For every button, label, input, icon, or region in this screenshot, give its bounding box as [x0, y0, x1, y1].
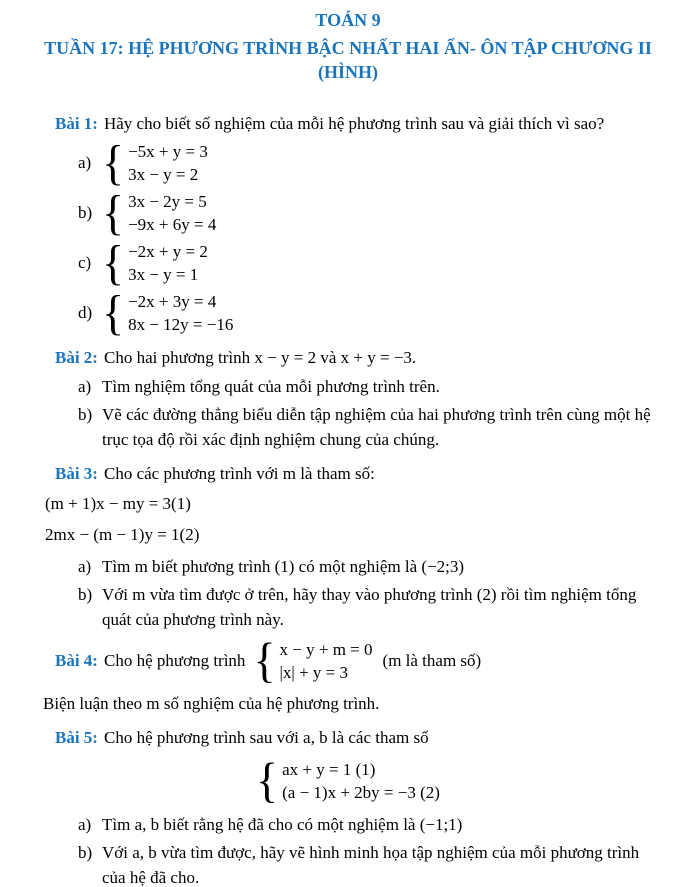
doc-subtitle-line2: (HÌNH): [318, 62, 378, 82]
system-brace-icon: {: [102, 285, 125, 340]
problem-4-note: Biện luận theo m số nghiệm của hệ phương trình.: [43, 694, 380, 713]
doc-subtitle: [0, 36, 696, 84]
problem-3-equation-2: 2mx − (m − 1)y = 1(2): [45, 525, 200, 544]
equation-line: −5x + y = 3: [128, 142, 208, 161]
problem-3-label: Bài 3:: [55, 464, 98, 483]
problem-5-system: [0, 753, 696, 808]
document-header: [0, 8, 696, 84]
item-a-text: Tìm a, b biết rằng hệ đã cho có một nghiệm là (−1;1): [102, 815, 463, 834]
system-brace-icon: {: [102, 185, 125, 240]
problem-2-item-a: [78, 374, 696, 399]
equation-line: (a − 1)x + 2by = −3 (2): [282, 783, 440, 802]
doc-subtitle-line1: TUẦN 17: HỆ PHƯƠNG TRÌNH BẬC NHẤT HAI ẨN- ÔN TẬP CHƯƠNG II: [44, 38, 652, 58]
system-equations: [128, 190, 216, 236]
item-b-text: Với m vừa tìm được ở trên, hãy thay vào phương trình (2) rồi tìm nghiệm tổng quát của phương trình này.: [102, 585, 637, 629]
problem-5-item-a: [78, 812, 696, 837]
equation-line: 8x − 12y = −16: [128, 315, 234, 334]
problem-3-heading: [55, 462, 696, 486]
equation-line: −9x + 6y = 4: [128, 215, 217, 234]
problem-4-intro: Cho hệ phương trình: [103, 651, 246, 670]
doc-title: TOÁN 9: [315, 10, 381, 30]
system-equations: [128, 290, 233, 336]
problem-1-heading: [55, 112, 696, 136]
item-b-label: b): [78, 585, 93, 604]
equation-line: x − y + m = 0: [279, 640, 373, 659]
problem-1-system-a: [78, 135, 696, 190]
system-c-label: c): [78, 253, 92, 272]
equation-system: [102, 235, 208, 290]
equation-line: 3x − y = 2: [128, 165, 199, 184]
problem-5-heading: [55, 726, 696, 750]
problem-4-label: Bài 4:: [55, 651, 98, 670]
equation-line: −2x + y = 2: [128, 242, 208, 261]
problem-3-item-a: [78, 554, 696, 579]
system-brace-icon: {: [253, 633, 276, 688]
item-a-text: Tìm nghiệm tổng quát của mỗi phương trình trên.: [102, 377, 440, 396]
problem-1-system-b: [78, 185, 696, 240]
problem-3-equation-1: (m + 1)x − my = 3(1): [45, 494, 191, 513]
system-brace-icon: {: [256, 753, 279, 808]
problem-1-text: Hãy cho biết số nghiệm của mỗi hệ phương trình sau và giải thích vì sao?: [103, 114, 605, 133]
equation-system: [102, 135, 208, 190]
problem-2-text: Cho hai phương trình x − y = 2 và x + y = −3.: [103, 348, 417, 367]
item-b-label: b): [78, 405, 93, 424]
problem-4-heading: [55, 633, 696, 688]
problem-1-label: Bài 1:: [55, 114, 98, 133]
problem-5-label: Bài 5:: [55, 728, 98, 747]
problem-1-system-d: [78, 285, 696, 340]
system-brace-icon: {: [102, 235, 125, 290]
item-a-label: a): [78, 815, 92, 834]
equation-line: 3x − y = 1: [128, 265, 199, 284]
equation-system: [253, 633, 373, 688]
system-b-label: b): [78, 203, 93, 222]
equation-line: |x| + y = 3: [279, 663, 349, 682]
problem-3-text: Cho các phương trình với m là tham số:: [103, 464, 375, 483]
problem-5-text: Cho hệ phương trình sau với a, b là các tham số: [103, 728, 429, 747]
equation-system: [102, 185, 217, 240]
system-equations: [128, 240, 208, 286]
equation-line: −2x + 3y = 4: [128, 292, 217, 311]
item-b-text: Với a, b vừa tìm được, hãy vẽ hình minh họa tập nghiệm của mỗi phương trình của hệ đã cho.: [102, 843, 640, 887]
problem-2-heading: [55, 346, 696, 370]
system-brace-icon: {: [102, 135, 125, 190]
document-content: [0, 112, 696, 887]
problem-3-item-b: [78, 582, 696, 632]
item-b-text: Vẽ các đường thẳng biểu diễn tập nghiệm của hai phương trình trên cùng một hệ trục tọa độ rồi xác định nghiệm chung của chúng.: [102, 405, 651, 449]
problem-5-item-b: [78, 840, 696, 887]
equation-line: 3x − 2y = 5: [128, 192, 207, 211]
equation-line: ax + y = 1 (1): [282, 760, 376, 779]
system-a-label: a): [78, 153, 92, 172]
equation-system: [102, 285, 234, 340]
system-equations: [280, 638, 373, 684]
problem-4-parameter-note: (m là tham số): [382, 651, 482, 670]
system-d-label: d): [78, 303, 93, 322]
problem-1-system-c: [78, 235, 696, 290]
item-a-label: a): [78, 557, 92, 576]
system-equations: [128, 140, 208, 186]
item-b-label: b): [78, 843, 93, 862]
item-a-text: Tìm m biết phương trình (1) có một nghiệm là (−2;3): [102, 557, 465, 576]
item-a-label: a): [78, 377, 92, 396]
problem-2-item-b: [78, 402, 696, 452]
system-equations: [282, 758, 440, 804]
problem-2-label: Bài 2:: [55, 348, 98, 367]
equation-system: [256, 753, 440, 808]
